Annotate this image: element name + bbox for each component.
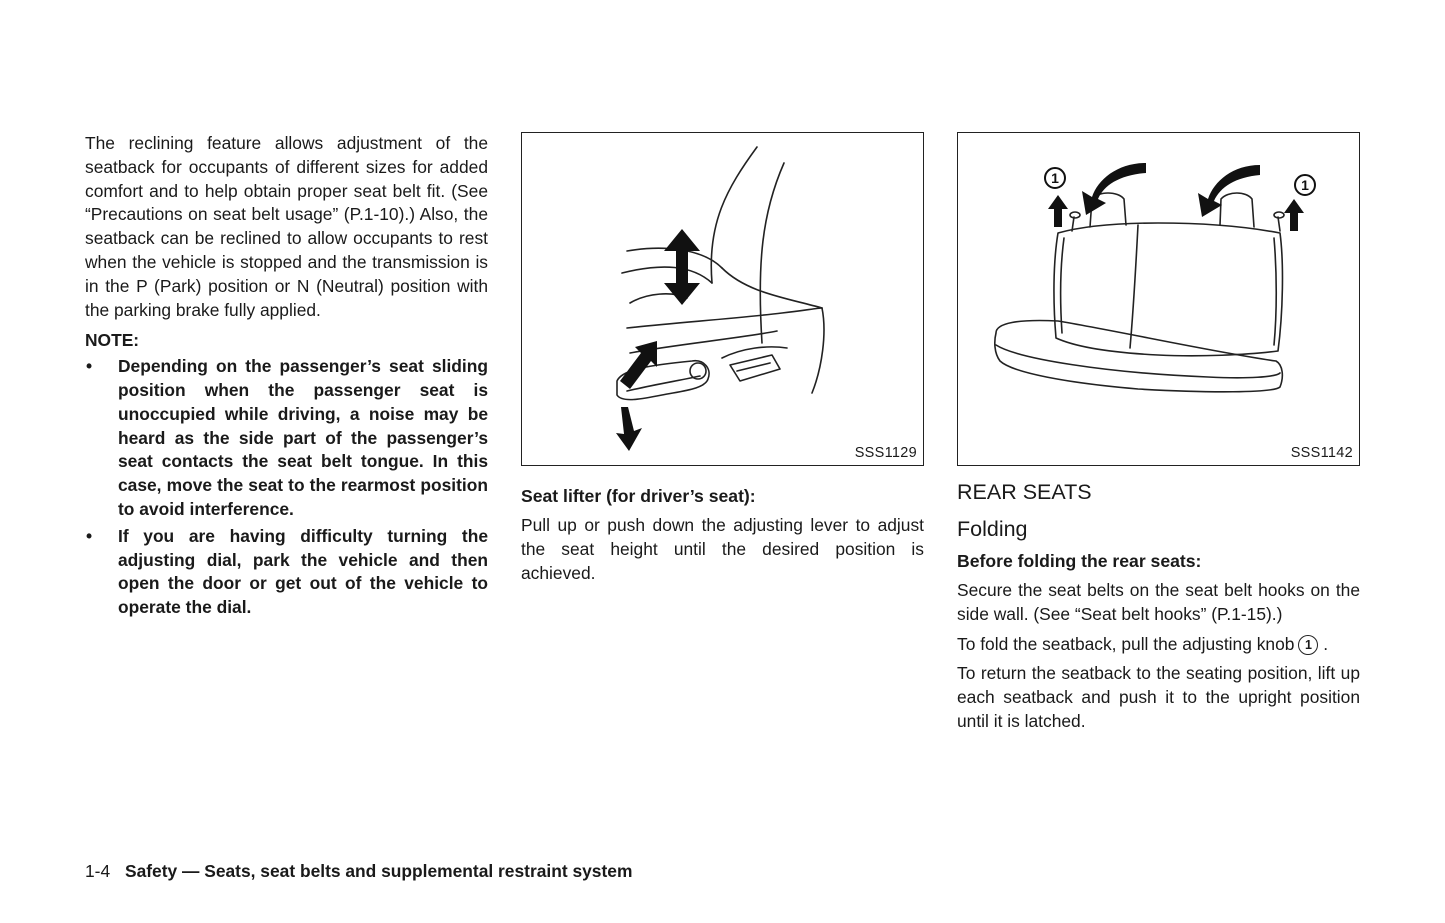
seat-lifter-text: Pull up or push down the adjusting lever to adjust the seat height until the desired position is achieved.: [521, 515, 924, 583]
note-heading: NOTE:: [85, 330, 140, 351]
callout-1-right: 1: [1301, 177, 1309, 193]
rear-seat-figure: [957, 132, 1360, 466]
note-list: [85, 355, 488, 620]
section-heading: REAR SEATS: [957, 480, 1092, 504]
before-folding-heading: Before folding the rear seats:: [957, 551, 1202, 571]
bullet-icon: •: [86, 356, 93, 377]
bullet-icon: •: [86, 525, 93, 546]
return-seatback-text: To return the seatback to the seating position, lift up each seatback and push it to the upright position until it is latched.: [957, 663, 1360, 731]
middle-column: [521, 132, 924, 585]
page-footer: [85, 859, 632, 883]
rear-seat-illustration: [958, 133, 1359, 465]
seat-lifter-heading: Seat lifter (for driver’s seat):: [521, 486, 756, 506]
right-column: [957, 132, 1360, 734]
figure-code: SSS1142: [1290, 445, 1353, 461]
note-item: [85, 525, 488, 620]
callout-1-inline: 1: [1298, 635, 1318, 655]
footer-title: Safety — Seats, seat belts and supplemental restraint system: [124, 861, 633, 881]
secure-belts-text: Secure the seat belts on the seat belt hooks on the side wall. (See “Seat belt hooks” (P.1-15).): [957, 580, 1360, 624]
fold-period: .: [1323, 633, 1329, 654]
reclining-intro-text: The reclining feature allows adjustment of the seatback for occupants of different sizes for added comfort and to help obtain proper seat belt fit. (See “Precautions on seat belt usage” (P.1-10).) Also, the seatback can be reclined to allow occupants to rest when the vehicle is stopped and the transmission is in the P (Park) position or N (Neutral) position with the parking brake fully applied.: [85, 133, 488, 320]
seat-lifter-figure: [521, 132, 924, 466]
subsection-heading: Folding: [957, 517, 1028, 541]
fold-seatback-text: [957, 633, 1360, 657]
left-column: [85, 132, 488, 623]
fold-text: To fold the seatback, pull the adjusting knob: [957, 633, 1295, 654]
seat-lifter-illustration: [522, 133, 923, 465]
note-text: If you are having difficulty turning the adjusting dial, park the vehicle and then open the door or get out of the vehicle to operate the dial.: [118, 525, 488, 618]
note-item: [85, 355, 488, 522]
note-text: Depending on the passenger’s seat sliding position when the passenger seat is unoccupied while driving, a noise may be heard as the side part of the passenger’s seat contacts the seat belt tongue. In this case, move the seat to the rearmost position to avoid interference.: [118, 356, 488, 519]
callout-1-left: 1: [1051, 170, 1059, 186]
page-number: 1-4: [85, 861, 111, 881]
figure-code: SSS1129: [854, 445, 917, 461]
